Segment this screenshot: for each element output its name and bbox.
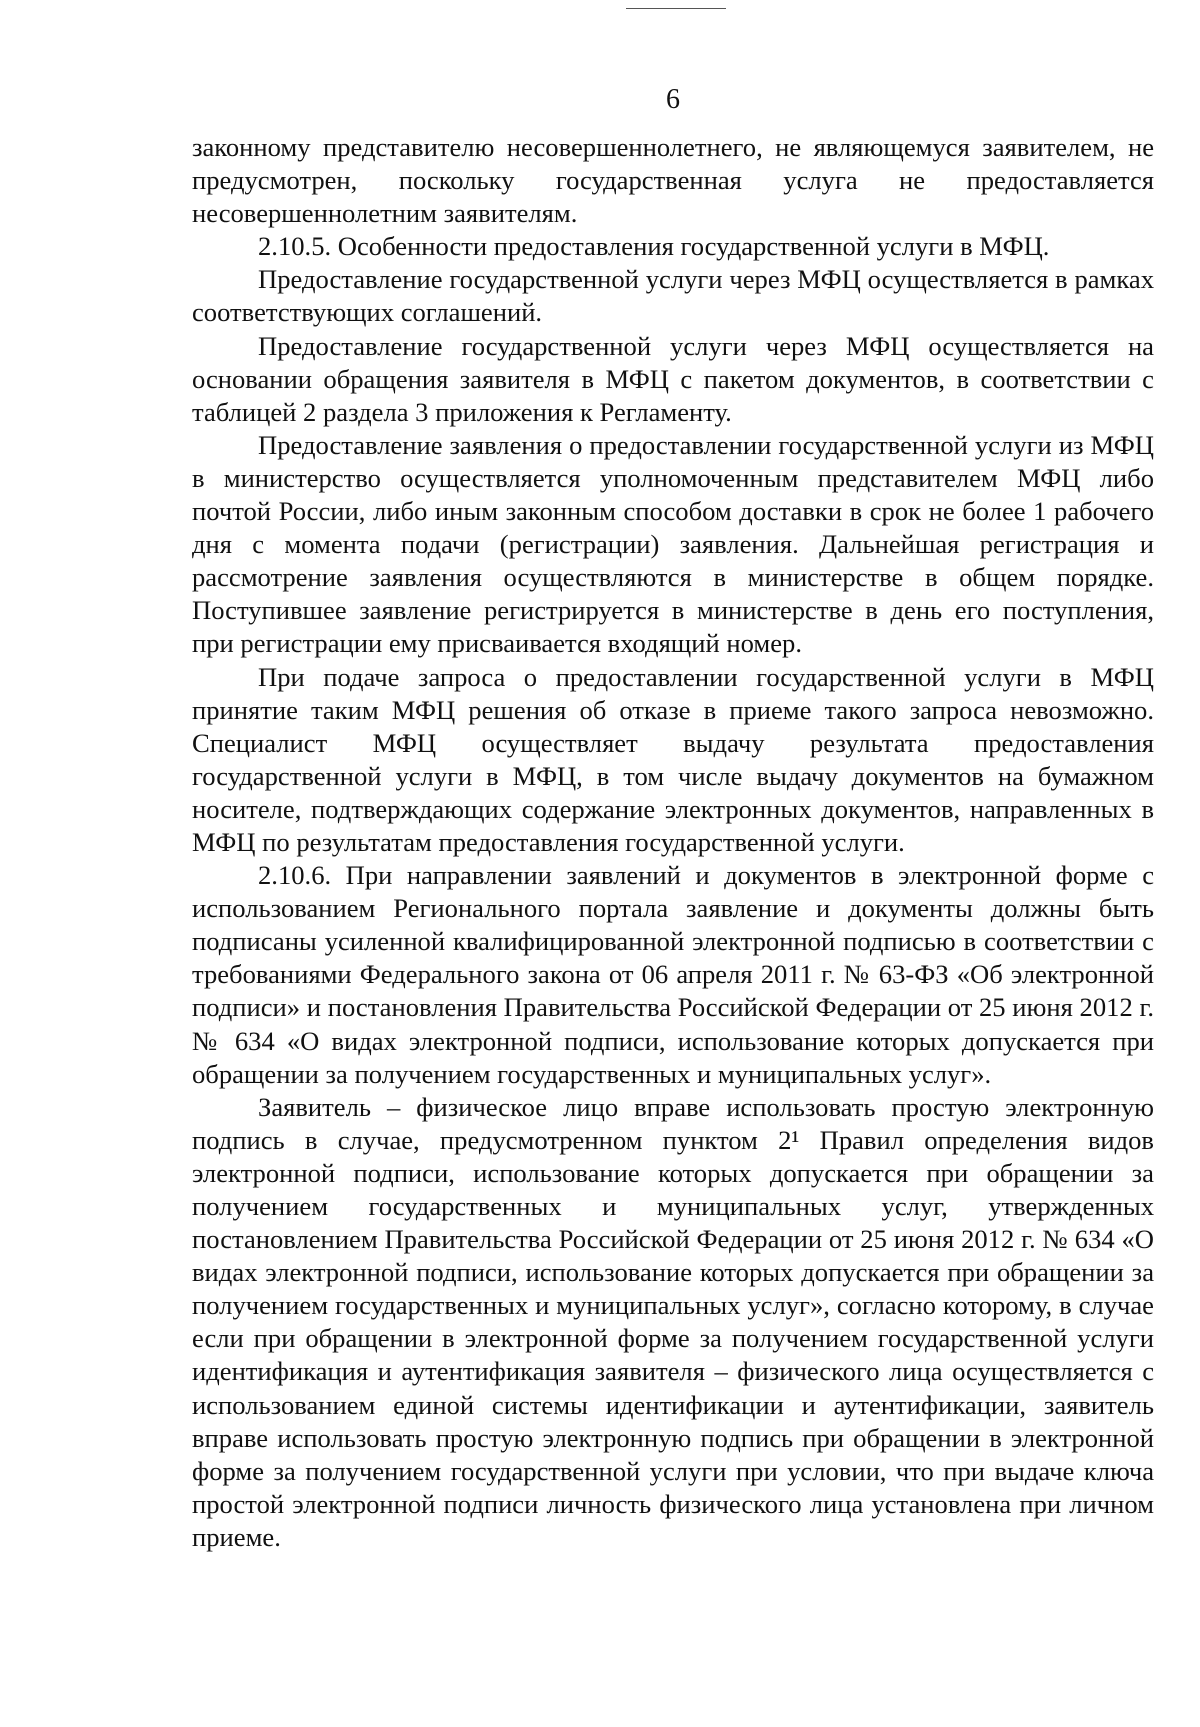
paragraph-continuation: законному представителю несовершеннолетнего, не являющемуся заявителем, не предусмотрен, поскольку государственная услуга не предоставляется несовершеннолетним заявителям. bbox=[192, 132, 1154, 229]
document-body bbox=[192, 131, 1154, 1554]
paragraph-simple-signature: Заявитель – физическое лицо вправе использовать простую электронную подпись в случае, предусмотренном пунктом 2¹ Правил определения видов электронной подписи, использование которых допускается при обращении за получением государственных и муниципальных услуг, утвержденных постановлением Правительства Российской Федерации от 25 июня 2012 г. № 634 «О видах электронной подписи, использование которых допускается при обращении за получением государственных и муниципальных услуг», согласно которому, в случае если при обращении в электронной форме за получением государственной услуги идентификация и аутентификация заявителя – физического лица осуществляется с использованием единой системы идентификации и аутентификации, заявитель вправе использовать простую электронную подпись при обращении в электронной форме за получением государственной услуги при условии, что при выдаче ключа простой электронной подписи личность физического лица установлена при личном приеме. bbox=[192, 1091, 1154, 1552]
paragraph-delivery: Предоставление заявления о предоставлении государственной услуги из МФЦ в министерство осуществляется уполномоченным представителем МФЦ либо почтой России, либо иным законным способом доставки в срок не более 1 рабочего дня с момента подачи (регистрации) заявления. Дальнейшая регистрация и рассмотрение заявления осуществляются в министерстве в общем порядке. Поступившее заявление регистрируется в министерстве в день его поступления, при регистрации ему присваивается входящий номер. bbox=[192, 429, 1154, 659]
paragraph-mfc-result: При подаче запроса о предоставлении государственной услуги в МФЦ принятие таким МФЦ решения об отказе в приеме такого запроса невозможно. Специалист МФЦ осуществляет выдачу результата предоставления государственной услуги в МФЦ, в том числе выдачу документов на бумажном носителе, подтверждающих содержание электронных документов, направленных в МФЦ по результатам предоставления государственной услуги. bbox=[192, 661, 1154, 857]
paragraph-section-2-10-6: 2.10.6. При направлении заявлений и документов в электронной форме с использованием Регионального портала заявление и документы должны быть подписаны усиленной квалифицированной электронной подписью в соответствии с требованиями Федерального закона от 06 апреля 2011 г. № 63-ФЗ «Об электронной подписи» и постановления Правительства Российской Федерации от 25 июня 2012 г. № 634 «О видах электронной подписи, использование которых допускается при обращении за получением государственных и муниципальных услуг». bbox=[192, 860, 1154, 1089]
page-number: 6 bbox=[666, 84, 680, 115]
paragraph-agreements: Предоставление государственной услуги через МФЦ осуществляется в рамках соответствующих соглашений. bbox=[192, 264, 1154, 328]
top-rule bbox=[626, 8, 726, 9]
paragraph-section-2-10-5: 2.10.5. Особенности предоставления государственной услуги в МФЦ. bbox=[258, 231, 1050, 262]
paragraph-mfc-basis: Предоставление государственной услуги через МФЦ осуществляется на основании обращения заявителя в МФЦ с пакетом документов, в соответствии с таблицей 2 раздела 3 приложения к Регламенту. bbox=[192, 330, 1154, 427]
